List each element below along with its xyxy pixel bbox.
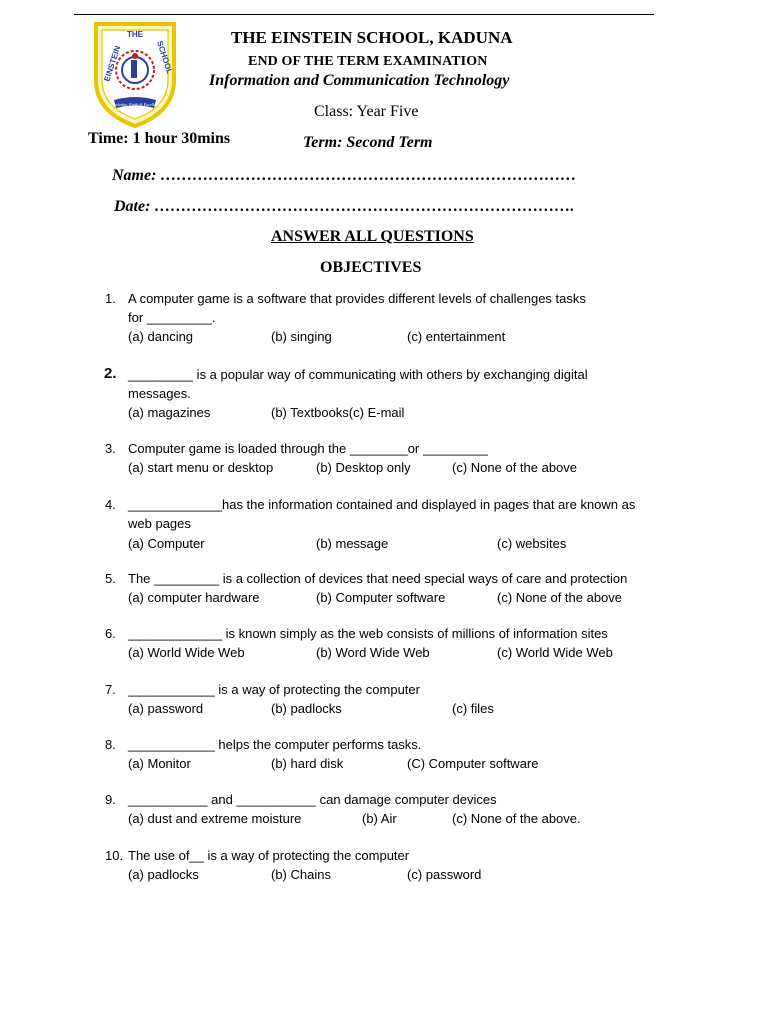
option-c: (c) None of the above. (452, 811, 581, 826)
top-rule (74, 14, 654, 15)
option-b: (b) singing (271, 329, 332, 344)
option-a: (a) Computer (128, 536, 205, 551)
option-a: (a) password (128, 701, 204, 716)
section-heading: OBJECTIVES (320, 259, 422, 276)
question-number: 10. (105, 848, 124, 863)
option-c: (c) entertainment (407, 329, 506, 344)
option-c: (c) None of the above (452, 460, 578, 475)
question-number: 5. (105, 571, 116, 586)
school-name: THE EINSTEIN SCHOOL, KADUNA (231, 28, 513, 47)
crest-top-text: THE (127, 30, 143, 39)
option-b: (b) Desktop only (316, 460, 411, 475)
option-b: (b) Air (362, 811, 397, 826)
question-text: ____________ helps the computer performs tasks. (128, 737, 422, 752)
option-a: (a) Monitor (128, 756, 191, 771)
question-text: The use of__ is a way of protecting the computer (128, 848, 410, 863)
question-number: 4. (105, 497, 116, 512)
question-text: messages. (128, 386, 191, 401)
question-number: 9. (105, 792, 116, 807)
question-number: 6. (105, 626, 116, 641)
subject-title: Information and Communication Technology (209, 72, 510, 89)
option-c: (c) websites (497, 536, 567, 551)
option-b: (b) Word Wide Web (316, 645, 430, 660)
name-field: Name: …………………………………………………………………… (112, 167, 577, 184)
option-a: (a) padlocks (128, 867, 199, 882)
option-b: (b) message (316, 536, 389, 551)
option-c: (c) None of the above (497, 590, 623, 605)
option-b: (b) Computer software (316, 590, 446, 605)
term-label: Term: Second Term (303, 134, 433, 151)
option-a: (a) dancing (128, 329, 194, 344)
option-b: (b) Chains (271, 867, 331, 882)
crest-motto: Knowledge, Faith & Excellence (108, 102, 162, 107)
question-text: _________ is a popular way of communicating with others by exchanging digital (128, 367, 588, 382)
option-a: (a) computer hardware (128, 590, 260, 605)
question-text: for _________. (128, 310, 216, 325)
question-text: Computer game is loaded through the ________or _________ (128, 441, 488, 456)
option-c: (c) World Wide Web (497, 645, 613, 660)
option-a: (a) dust and extreme moisture (128, 811, 302, 826)
exam-title: END OF THE TERM EXAMINATION (248, 54, 488, 69)
time-label: Time: 1 hour 30mins (88, 130, 231, 147)
crest-left-text: EINSTEIN (102, 44, 123, 83)
instruction-heading: ANSWER ALL QUESTIONS (271, 228, 474, 245)
question-text: _____________has the information contained and displayed in pages that are known as (128, 497, 636, 512)
option-c: (C) Computer software (407, 756, 539, 771)
question-text: _____________ is known simply as the web consists of millions of information sites (128, 626, 608, 641)
date-field: Date: ……………………………………………………………………. (114, 198, 575, 215)
option-a: (a) World Wide Web (128, 645, 245, 660)
question-text: ___________ and ___________ can damage computer devices (128, 792, 497, 807)
question-text: ____________ is a way of protecting the computer (128, 682, 420, 697)
question-number: 7. (105, 682, 116, 697)
class-label: Class: Year Five (314, 103, 419, 120)
option-b: (b) padlocks (271, 701, 342, 716)
question-number: 1. (105, 291, 116, 306)
option-a: (a) start menu or desktop (128, 460, 274, 475)
option-b: (b) hard disk (271, 756, 344, 771)
option-a: (a) magazines (128, 405, 211, 420)
school-crest (88, 20, 182, 128)
question-number: 3. (105, 441, 116, 456)
question-text: A computer game is a software that provides different levels of challenges tasks (128, 291, 586, 306)
question-number: 2. (104, 365, 117, 382)
question-text: web pages (128, 516, 191, 531)
option-c: (c) password (407, 867, 482, 882)
option-c: (c) files (452, 701, 494, 716)
question-text: The _________ is a collection of devices that need special ways of care and protection (128, 571, 628, 586)
option-b: (b) Textbooks(c) E-mail (271, 405, 405, 420)
crest-right-text: SCHOOL (155, 39, 175, 76)
question-number: 8. (105, 737, 116, 752)
